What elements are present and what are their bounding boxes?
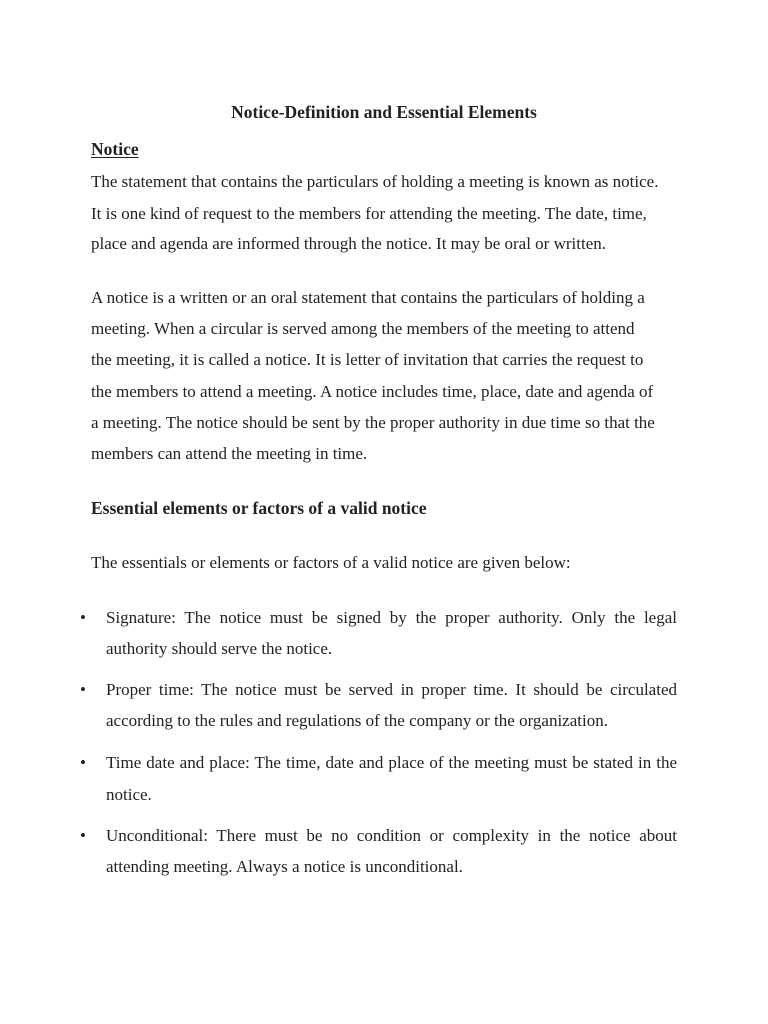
bullet-marker: • — [80, 680, 86, 699]
paragraph2-line-6: members can attend the meeting in time. — [91, 444, 368, 463]
bullet-2-line-2: according to the rules and regulations of the company or the organization. — [106, 711, 608, 730]
essentials-intro: The essentials or elements or factors of a valid notice are given below: — [91, 553, 571, 572]
bullet-marker: • — [80, 826, 86, 845]
bullet-3-line-2: notice. — [106, 785, 152, 804]
paragraph2-line-5: a meeting. The notice should be sent by the proper authority in due time so that the — [91, 413, 655, 432]
bullet-1-line-1: Signature: The notice must be signed by the proper authority. Only the legal — [106, 608, 677, 627]
paragraph2-line-2: meeting. When a circular is served among the members of the meeting to attend — [91, 319, 635, 338]
paragraph2-line-1: A notice is a written or an oral statement that contains the particulars of holding a — [91, 288, 645, 307]
paragraph1-line-2: It is one kind of request to the members for attending the meeting. The date, time, — [91, 204, 647, 223]
paragraph1-line-1: The statement that contains the particulars of holding a meeting is known as notice. — [91, 172, 659, 191]
bullet-3-line-1: Time date and place: The time, date and place of the meeting must be stated in the — [106, 753, 677, 772]
paragraph2-line-3: the meeting, it is called a notice. It is letter of invitation that carries the request to — [91, 350, 644, 369]
bullet-marker: • — [80, 608, 86, 627]
notice-heading: Notice — [91, 139, 139, 159]
paragraph1-line-3: place and agenda are informed through the notice. It may be oral or written. — [91, 234, 606, 253]
paragraph2-line-4: the members to attend a meeting. A notice includes time, place, date and agenda of — [91, 382, 654, 401]
bullet-4-line-2: attending meeting. Always a notice is unconditional. — [106, 857, 463, 876]
document-title: Notice-Definition and Essential Elements — [231, 102, 537, 122]
essentials-heading: Essential elements or factors of a valid notice — [91, 498, 427, 518]
bullet-4-line-1: Unconditional: There must be no condition or complexity in the notice about — [106, 826, 677, 845]
bullet-2-line-1: Proper time: The notice must be served in proper time. It should be circulated — [106, 680, 677, 699]
bullet-marker: • — [80, 753, 86, 772]
bullet-1-line-2: authority should serve the notice. — [106, 639, 333, 658]
